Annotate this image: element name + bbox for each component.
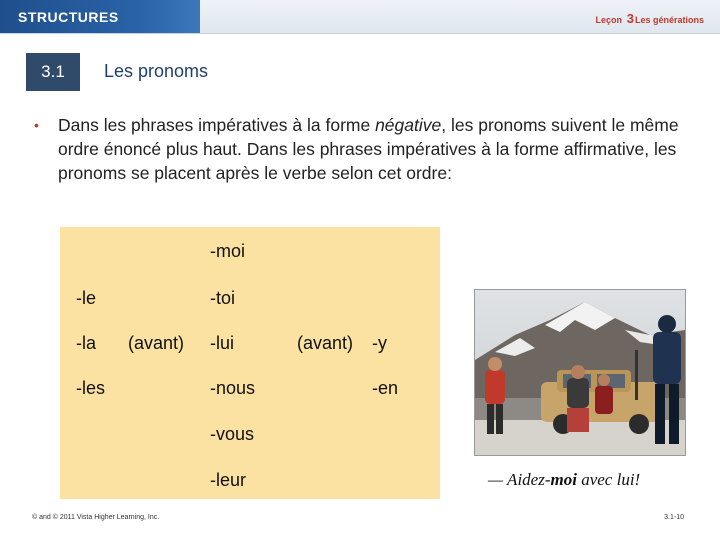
caption-prefix: — Aidez- [488, 470, 551, 489]
pronoun-leur: -leur [210, 470, 247, 490]
section-title: Les pronoms [104, 61, 209, 81]
section-number-badge: 3.1 [26, 53, 80, 91]
bullet-icon: • [34, 117, 39, 133]
pronoun-moi: -moi [210, 241, 245, 261]
caption-suffix: avec lui! [576, 470, 641, 489]
pronoun-lui: -lui [210, 333, 235, 353]
page-number: 3.1-10 [664, 514, 684, 521]
bullet-text-after: , les pronoms suivent le même ordre énoncé plus haut. Dans les phrases impératives à la forme affirmative, les pronoms se placent après le verbe selon cet ordre: [58, 115, 679, 183]
header-bar [0, 0, 720, 34]
bullet-text-before: Dans les phrases impératives à la forme [58, 115, 376, 135]
avant-label-1: (avant) [128, 333, 185, 353]
lesson-label: Leçon [595, 15, 622, 25]
pronoun-vous: -vous [210, 424, 255, 444]
structures-label: STRUCTURES [18, 9, 119, 25]
pronoun-en: -en [372, 378, 399, 398]
pronoun-les: -les [76, 378, 106, 398]
lesson-title: Les générations [634, 15, 704, 25]
pronoun-la: -la [76, 333, 97, 353]
copyright-notice: © and © 2011 Vista Higher Learning, Inc. [32, 514, 160, 521]
pronoun-order-table [60, 227, 440, 499]
structures-banner [0, 0, 200, 33]
pronoun-toi: -toi [210, 288, 236, 308]
mountain-car-photo [474, 289, 686, 456]
caption-bold: moi [550, 470, 577, 489]
pronoun-le: -le [76, 288, 97, 308]
pronoun-nous: -nous [210, 378, 256, 398]
photo-caption [488, 470, 640, 490]
lesson-number: 3 [626, 11, 634, 26]
pronoun-y: -y [372, 333, 387, 353]
bullet-emphasis: négative [375, 115, 442, 135]
bullet-text [58, 113, 684, 185]
avant-label-2: (avant) [297, 333, 354, 353]
explanation-bullet [34, 113, 684, 185]
